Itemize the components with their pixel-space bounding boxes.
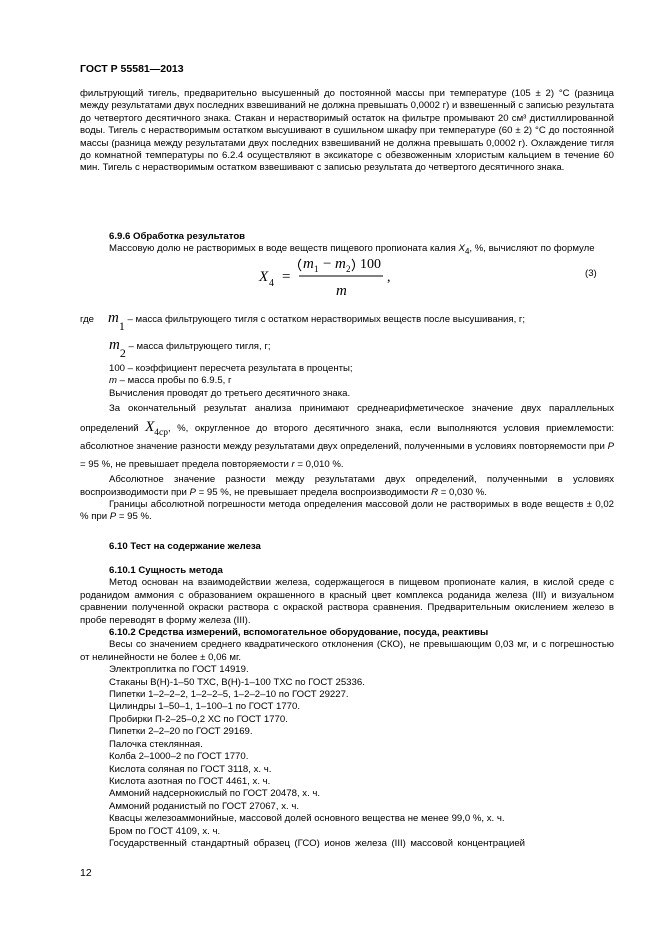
list-item: Палочка стеклянная.: [109, 738, 203, 750]
text-block-top: [80, 88, 614, 175]
formula-lhs: X: [259, 269, 269, 285]
paragraph-crucible-drying: фильтрующий тигель, предварительно высушенный до постоянной массы при температуре (105 ± 2) °С (разница между результатами двух последних взвешиваний не должна превышать 0,0002 г) и взвешенный с записью результата до четвертого десятичного знака. Стакан и нерастворимый остаток на фильтре промывают 20 см³ дистиллированной воды. Тигель с нерастворимым остатком высушивают в сушильном шкафу при температуре (60 ± 2) °С до постоянной массы (разница между результатами двух последних взвешиваний не должна превышать 0,0002 г). Охлаждение тигля до комнатной температуры по 6.2.4 осуществляют в эксикаторе с обезвоженным хлористым кальцием в течение 60 мин. Тигель с нерастворимым остатком взвешивают с записью результата до четвертого десятичного знака.: [80, 88, 614, 174]
paragraph-scales: Весы со значением среднего квадратического отклонения (СКО), не превышающим 0,03 мг, и с погрешностью от нелинейности не более ± 0,06 мг.: [80, 639, 614, 663]
where-m: m – масса пробы по 6.9.5, г: [109, 375, 232, 387]
section-heading: 6.9.6 Обработка результатов: [109, 231, 246, 242]
standard-header: ГОСТ Р 55581—2013: [80, 63, 184, 75]
list-item: Пипетки 2–2–20 по ГОСТ 29169.: [109, 726, 253, 738]
formula-equals: =: [282, 269, 291, 285]
where-m1: где m1 – масса фильтрующего тигля с остатком нерастворимых веществ после высушивания, г;: [80, 310, 526, 333]
subsection-heading: 6.10.2 Средства измерений, вспомогательное оборудование, посуда, реактивы: [109, 627, 489, 639]
where-100: 100 – коэффициент пересчета результата в проценты;: [109, 363, 353, 374]
paragraph-decimals: Вычисления проводят до третьего десятичного знака.: [109, 387, 351, 399]
list-item: Кислота азотная по ГОСТ 4461, х. ч.: [109, 775, 271, 787]
section-6-10: [80, 541, 614, 553]
list-item: Стаканы В(Н)-1–50 ТХС, В(Н)-1–100 ТХС по ГОСТ 25336.: [109, 676, 365, 688]
calc-block: [80, 363, 614, 524]
formula-lhs-sub: 4: [269, 278, 274, 289]
where-m2: m2 – масса фильтрующего тигля, г;: [109, 337, 271, 360]
paragraph-reproducibility: Абсолютное значение разности между результатами двух определений, полученными в условиях воспроизводимости при P = 95 %, не превышает предела воспроизводимости R = 0,030 %.: [80, 474, 614, 498]
list-item: Пробирки П-2–25–0,2 ХС по ГОСТ 1770.: [109, 713, 288, 725]
formula-number: (3): [585, 268, 597, 279]
paragraph-final-result: За окончательный результат анализа принимают среднеарифметическое значение двух параллельных определений X4ср, %, округленное до второго десятичного знака, если выполняются условия приемлемости: абсолютное значение разности между результатами двух определений, полученными в условиях повторяемости при P = 95 %, не превышает предела повторяемости r = 0,010 %.: [80, 403, 614, 471]
list-item: Бром по ГОСТ 4109, х. ч.: [109, 825, 221, 837]
list-item: Аммоний роданистый по ГОСТ 27067, х. ч.: [109, 800, 300, 812]
paragraph-method: Метод основан на взаимодействии железа, содержащегося в пищевом пропионате калия, в кислой среде с роданидом аммония с образованием окрашенного в красный цвет комплекса роданида железа (III) и визуальном сравнении полученной окраски раствора с окраской раствора сравнения. Предварительным окислением железо в пробе переводят в форму железа (III).: [80, 577, 614, 626]
formula-m1-sub: 1: [314, 264, 319, 274]
section-6-10-body: [80, 565, 614, 850]
paragraph-gso: Государственный стандартный образец (ГСО) ионов железа (III) массовой концентрацией: [109, 837, 526, 849]
formula-3: [255, 250, 395, 298]
formula-factor: 100: [360, 257, 381, 272]
formula-paren-open: [299, 259, 302, 271]
subsection-heading: 6.10.1 Сущность метода: [109, 565, 223, 576]
list-item: Электроплитка по ГОСТ 14919.: [109, 664, 249, 676]
list-item: Кислота соляная по ГОСТ 3118, х. ч.: [109, 763, 272, 775]
paragraph-formula-intro: Массовую долю не растворимых в воде веществ пищевого пропионата калия $X_4$, %, вычисляют по формуле: [109, 243, 595, 257]
formula-m2: m: [335, 256, 346, 272]
formula-paren-close: [352, 259, 355, 271]
paragraph-bounds: Границы абсолютной погрешности метода определения массовой доли не растворимых в воде веществ ± 0,02 % при P = 95 %.: [80, 499, 614, 523]
list-item: Квасцы железоаммонийные, массовой долей основного вещества не менее 99,0 %, х. ч.: [109, 813, 505, 825]
formula-m1: m: [303, 256, 314, 272]
section-heading: 6.10 Тест на содержание железа: [109, 541, 261, 552]
list-item: Цилиндры 1–50–1, 1–100–1 по ГОСТ 1770.: [109, 701, 301, 713]
formula-comma: ,: [387, 270, 391, 285]
list-item: Колба 2–1000–2 по ГОСТ 1770.: [109, 751, 249, 763]
formula-denominator: m: [336, 283, 347, 298]
page-number: 12: [80, 867, 92, 879]
formula-minus: −: [323, 256, 332, 272]
where-block: [80, 312, 614, 365]
list-item: Аммоний надсернокислый по ГОСТ 20478, х. ч.: [109, 788, 321, 800]
formula-m2-sub: 2: [346, 264, 351, 274]
list-item: Пипетки 1–2–2–2, 1–2–2–5, 1–2–2–10 по ГОСТ 29227.: [109, 689, 349, 701]
